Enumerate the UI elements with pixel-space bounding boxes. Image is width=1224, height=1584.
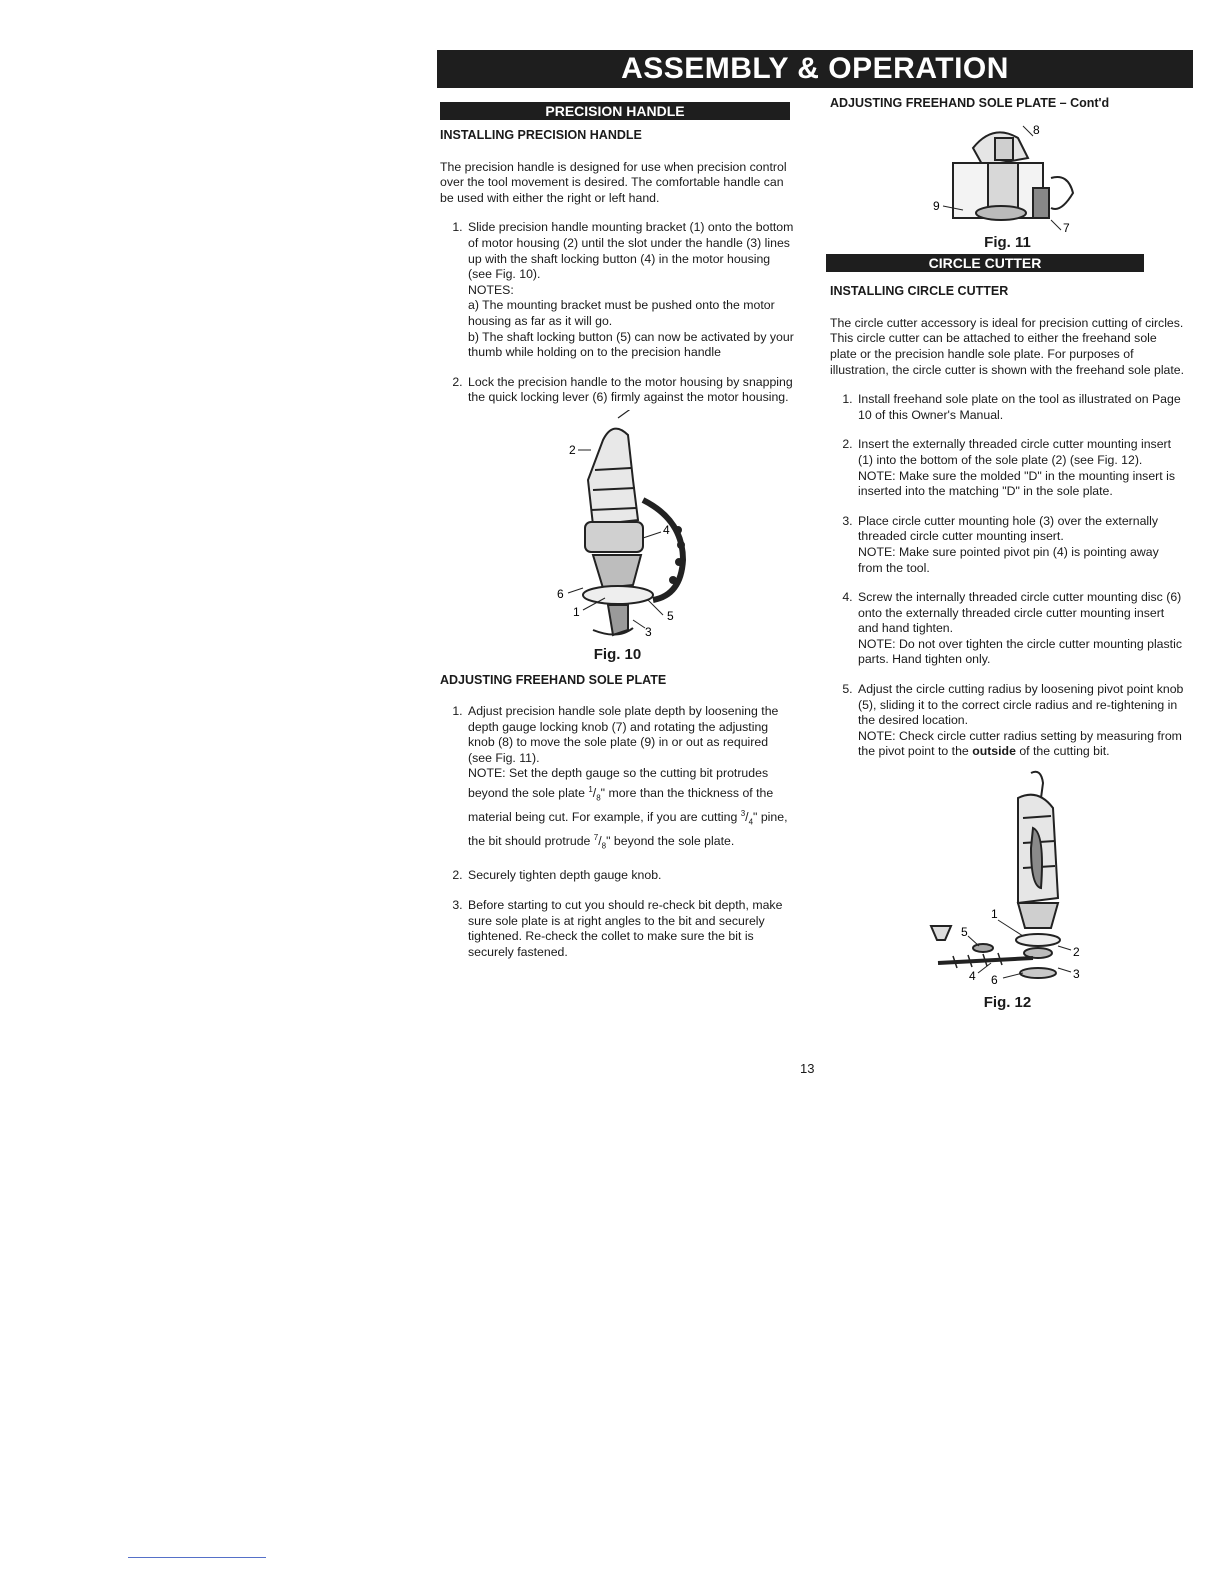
precision-handle-steps [440,220,795,406]
adjusting-freehand-sole-plate-heading: ADJUSTING FREEHAND SOLE PLATE [440,672,667,687]
list-item [856,514,1185,576]
note-text: pine, the bit should protrude [468,810,788,849]
step-text: Slide precision handle mounting bracket (1) onto the bottom of motor housing (2) until the slot under the handle (3) lines up with the shaft locking button (4) in the motor housing (see Fig. 10). [468,220,794,282]
fig10-label: 1 [572,604,580,619]
note-a: a) The mounting bracket must be pushed onto the motor housing as far as it will go. [468,298,775,328]
circle-cutter-steps [830,392,1185,760]
fig10-caption: Fig. 10 [593,645,642,663]
step-text: Install freehand sole plate on the tool as illustrated on Page 10 of this Owner's Manual. [858,392,1181,422]
circle-cutter-section-bar: CIRCLE CUTTER [826,254,1144,272]
page-number: 13 [800,1061,815,1076]
fig11-illustration [933,118,1083,233]
step-text: Adjust precision handle sole plate depth by loosening the depth gauge locking knob (7) and rotating the adjusting knob (8) to move the sole plate (9) in or out as required (see Fig. 11). [468,704,779,765]
step-text: Insert the externally threaded circle cutter mounting insert (1) into the bottom of the sole plate (2) (see Fig. 12). [858,437,1172,467]
fig10-label: 5 [666,608,674,623]
notes-label: NOTES: [468,282,514,297]
note-text: NOTE: Check circle cutter radius setting by measuring from the pivot point to the [858,728,1182,759]
fig10-label: 4 [662,522,670,537]
fig11-label: 8 [1032,122,1040,137]
sole-plate-depth-drawing [933,118,1083,233]
fig12-label: 3 [1072,967,1080,982]
note-text: more than the thickness of the material being cut. For example, if you are cutting [468,786,774,825]
list-item [856,437,1185,499]
fig12-label: 4 [968,969,976,984]
list-item [856,590,1185,668]
note-text: of the cutting bit. [1019,744,1110,759]
depth-note: NOTE: Set the depth gauge so the cutting bit protrudes beyond the sole plate $^1/_8$" more than the thickness of the material being cut. For example, if you are cutting $^3/_4$" pine, the bit should protrude $^7/_8$" beyond the sole plate. [468,766,788,851]
fraction-numerator: 1 [588,785,593,795]
fig10-label: 6 [556,586,564,601]
step-note: NOTE: Do not over tighten the circle cutter mounting plastic parts. Hand tighten only. [858,636,1182,667]
fraction-numerator: 7 [593,833,599,843]
fig12-label: 2 [1072,945,1080,960]
list-item [466,898,795,960]
installing-precision-handle-heading: INSTALLING PRECISION HANDLE [440,128,642,142]
step-text: Adjust the circle cutting radius by loosening pivot point knob (5), sliding it to the correct circle radius and re-tightening in the desired location. [858,682,1184,728]
note-emphasis: outside [972,744,1016,759]
fraction-denominator: 4 [748,817,754,827]
fraction-numerator: 3 [740,809,746,819]
adjusting-steps [440,704,795,960]
list-item [466,868,795,884]
page-section-banner: ASSEMBLY & OPERATION [437,50,1193,88]
fig12-label: 6 [990,973,998,988]
fig11-caption: Fig. 11 [984,233,1031,251]
list-item [466,220,795,360]
note-text: beyond the sole plate. [613,834,735,849]
circle-cutter-intro: The circle cutter accessory is ideal for precision cutting of circles. This circle cutter can be attached to either the freehand sole plate or the precision handle sole plate. For purposes of illustration, the circle cutter is shown with the freehand sole plate. [830,315,1185,377]
fig12-illustration [923,768,1093,993]
step-note: NOTE: Make sure the molded "D" in the mounting insert is inserted into the matching "D" in the sole plate. [858,468,1175,499]
router-with-precision-handle-drawing [533,410,703,645]
fig10-label: 3 [644,624,652,639]
note-b: b) The shaft locking button (5) can now be activated by your thumb while holding on to the precision handle [468,329,794,360]
precision-handle-intro: The precision handle is designed for use when precision control over the tool movement is desired. The comfortable handle can be used with either the right or left hand. [440,159,787,205]
list-item [856,682,1185,760]
precision-handle-section-bar: PRECISION HANDLE [440,102,790,120]
adjusting-contd-heading: ADJUSTING FREEHAND SOLE PLATE – Cont'd [830,96,1110,110]
fig12-caption: Fig. 12 [983,994,1032,1012]
fig10-label: 2 [568,442,576,457]
left-column [440,128,795,974]
fraction-denominator: 8 [601,841,607,851]
step-note: NOTE: Make sure pointed pivot pin (4) is pointing away from the tool. [858,544,1159,575]
installing-circle-cutter-heading: INSTALLING CIRCLE CUTTER [830,284,1009,299]
list-item [466,704,795,854]
list-item [856,392,1185,423]
step-text: Place circle cutter mounting hole (3) over the externally threaded circle cutter mounting insert. [858,513,1159,544]
fig11-label: 7 [1062,220,1070,233]
step-text: Before starting to cut you should re-check bit depth, make sure sole plate is at right angles to the bit and securely tightened. Re-check the collet to make sure the bit is securely fastened. [468,898,783,959]
fig11-label: 9 [932,198,940,213]
fig12-label: 5 [960,925,968,940]
list-item [466,375,795,406]
fig10-illustration [533,410,703,645]
fig12-label: 1 [990,907,998,922]
step-text: Lock the precision handle to the motor housing by snapping the quick locking lever (6) firmly against the motor housing. [468,374,793,405]
step-text: Securely tighten depth gauge knob. [468,868,662,883]
circle-cutter-assembly-drawing [923,768,1093,993]
step-note [858,729,1185,760]
note-text: NOTE: Set the depth gauge so the cutting bit protrudes beyond the sole plate [468,766,769,801]
footer-rule [128,1557,266,1558]
step-text: Screw the internally threaded circle cutter mounting disc (6) onto the externally threaded circle cutter mounting insert and hand tighten. [858,590,1182,636]
right-column [830,96,1185,1021]
fraction-denominator: 8 [596,793,601,803]
